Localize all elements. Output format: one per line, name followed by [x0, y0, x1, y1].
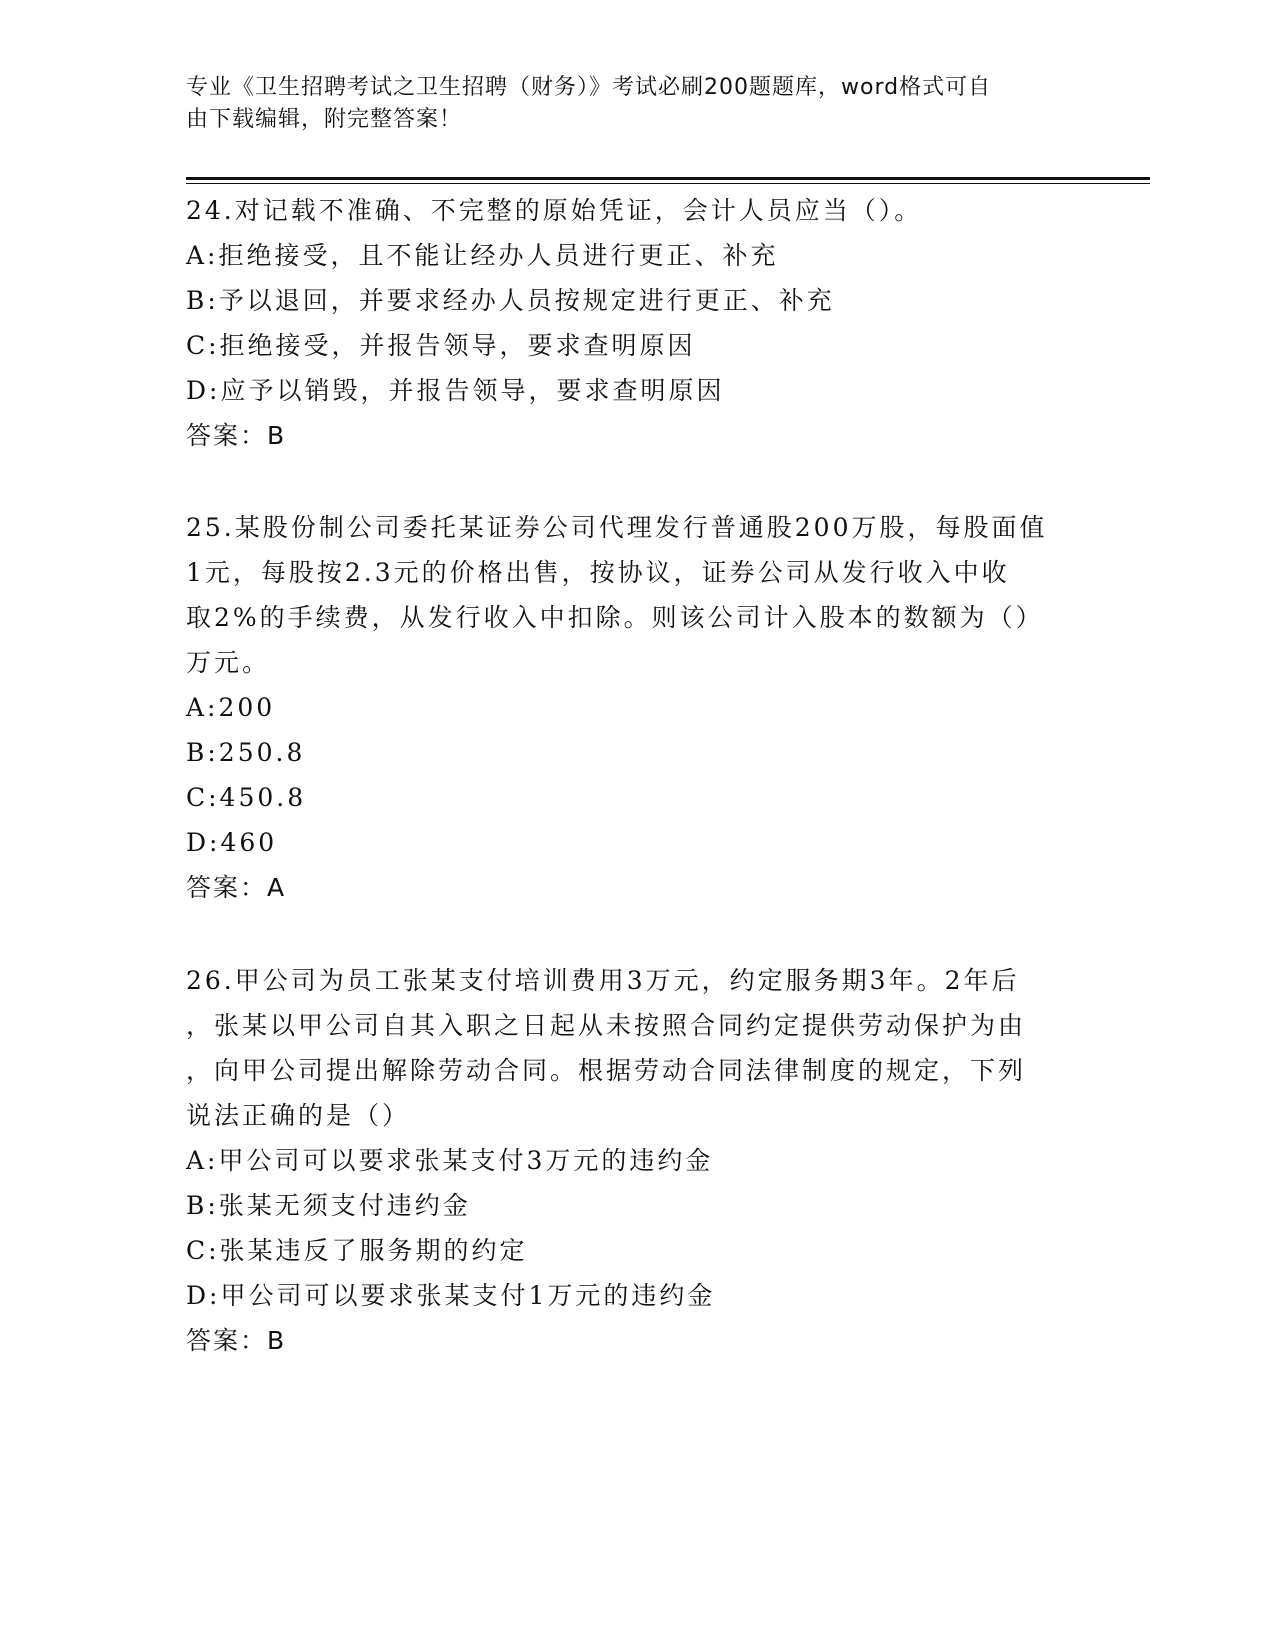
question-stem-line: 取2%的手续费，从发行收入中扣除。则该公司计入股本的数额为（） — [186, 603, 1044, 632]
header-line-1: 专业《卫生招聘考试之卫生招聘（财务）》考试必刷200题题库，word格式可自 — [186, 75, 992, 100]
header-rule-thin — [186, 183, 1150, 184]
answer-line: 答案：A — [186, 873, 287, 902]
option-a: A:拒绝接受，且不能让经办人员进行更正、补充 — [186, 241, 779, 270]
question-24 — [186, 188, 1086, 458]
option-d: D:460 — [186, 828, 278, 857]
option-b: B:250.8 — [186, 738, 306, 767]
option-c: C:450.8 — [186, 783, 307, 812]
option-b: B:张某无须支付违约金 — [186, 1191, 471, 1220]
option-d: D:应予以销毁，并报告领导，要求查明原因 — [186, 376, 725, 405]
question-stem-line: ，张某以甲公司自其入职之日起从未按照合同约定提供劳动保护为由 — [186, 1011, 1027, 1040]
option-d: D:甲公司可以要求张某支付1万元的违约金 — [186, 1281, 716, 1310]
question-stem-line: ，向甲公司提出解除劳动合同。根据劳动合同法律制度的规定，下列 — [186, 1056, 1027, 1085]
question-stem-line: 26.甲公司为员工张某支付培训费用3万元，约定服务期3年。2年后 — [186, 966, 1020, 995]
option-a: A:甲公司可以要求张某支付3万元的违约金 — [186, 1146, 714, 1175]
option-c: C:拒绝接受，并报告领导，要求查明原因 — [186, 331, 696, 360]
option-b: B:予以退回，并要求经办人员按规定进行更正、补充 — [186, 286, 835, 315]
question-25 — [186, 505, 1086, 910]
question-stem-line: 25.某股份制公司委托某证券公司代理发行普通股200万股，每股面值 — [186, 513, 1048, 542]
answer-line: 答案：B — [186, 421, 287, 450]
question-26 — [186, 958, 1086, 1363]
option-a: A:200 — [186, 693, 276, 722]
answer-line: 答案：B — [186, 1326, 287, 1355]
header-rule-thick — [186, 177, 1150, 180]
question-stem-line: 24.对记载不准确、不完整的原始凭证，会计人员应当（）。 — [186, 196, 923, 225]
document-header — [186, 72, 1066, 136]
header-line-2: 由下载编辑，附完整答案！ — [186, 107, 463, 132]
option-c: C:张某违反了服务期的约定 — [186, 1236, 528, 1265]
question-stem-line: 说法正确的是（） — [186, 1101, 411, 1130]
question-stem-line: 1元，每股按2.3元的价格出售，按协议，证券公司从发行收入中收 — [186, 558, 1010, 587]
question-stem-line: 万元。 — [186, 648, 271, 677]
